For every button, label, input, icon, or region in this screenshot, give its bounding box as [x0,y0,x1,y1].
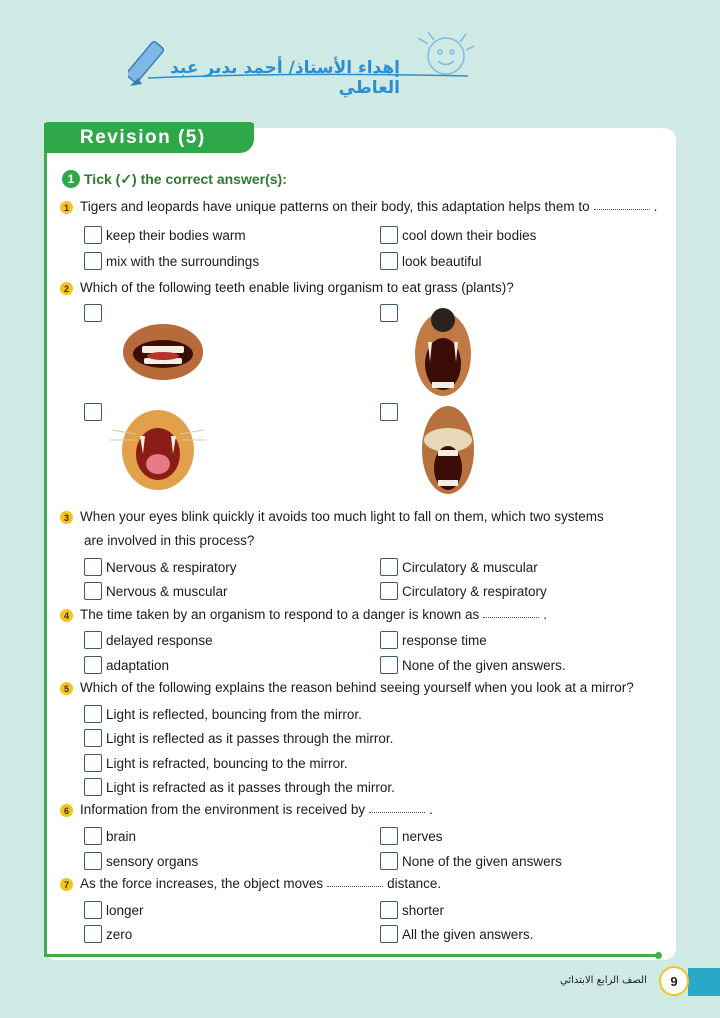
checkbox[interactable] [84,729,102,747]
checkbox[interactable] [380,925,398,943]
option[interactable] [380,558,538,576]
option-label: Light is refracted as it passes through the mirror. [106,779,395,795]
checkbox[interactable] [84,226,102,244]
option-label: Nervous & muscular [106,583,228,599]
option-label: All the given answers. [402,926,534,942]
card-corner-dot [655,952,662,959]
option[interactable] [380,852,562,870]
option[interactable] [84,729,393,747]
option[interactable] [84,656,169,674]
question-number: 5 [60,682,73,695]
checkbox[interactable] [380,226,398,244]
option[interactable] [380,582,547,600]
question-number: 4 [60,609,73,622]
question-text: Tigers and leopards have unique patterns on their body, this adaptation helps them to [80,199,590,214]
option-label: keep their bodies warm [106,227,246,243]
option-label: nerves [402,828,443,844]
checkbox-teeth-3[interactable] [84,403,102,421]
question-suffix: . [653,199,658,214]
card-bottom-border [44,954,660,957]
checkbox[interactable] [84,852,102,870]
question-7 [60,876,441,891]
question-number: 7 [60,878,73,891]
checkbox[interactable] [84,827,102,845]
option-label: zero [106,926,133,942]
option[interactable] [84,558,237,576]
option-label: Nervous & respiratory [106,559,237,575]
option[interactable] [380,226,536,244]
checkbox[interactable] [84,925,102,943]
flat-teeth-mouth-image [122,320,204,384]
blank [369,802,425,813]
option-label: look beautiful [402,253,482,269]
option[interactable] [84,827,136,845]
section-instruction [62,170,287,188]
option[interactable] [84,226,246,244]
smiley-sun-icon [418,32,474,74]
option[interactable] [380,631,487,649]
page-number: 9 [659,966,689,996]
option-label: None of the given answers. [402,657,566,673]
checkbox[interactable] [380,252,398,270]
checkbox[interactable] [380,827,398,845]
blank [327,876,383,887]
option[interactable] [84,754,348,772]
question-number: 1 [60,201,73,214]
question-suffix: . [543,607,547,622]
option[interactable] [380,827,443,845]
option-label: Circulatory & respiratory [402,583,547,599]
question-text: are involved in this process? [84,533,255,548]
question-text: Which of the following explains the reason behind seeing yourself when you look at a mirror? [80,680,634,695]
page-title: Revision (5) [44,123,254,153]
checkbox[interactable] [380,631,398,649]
checkbox[interactable] [84,705,102,723]
question-text: The time taken by an organism to respond to a danger is known as [80,607,480,622]
header-dedication: إهداء الأستاذ/ أحمد بدير عبد العاطي [170,58,400,98]
checkbox[interactable] [380,901,398,919]
option-label: Light is reflected as it passes through the mirror. [106,730,394,746]
option[interactable] [84,925,132,943]
option-label: None of the given answers [402,853,562,869]
option-label: sensory organs [106,853,199,869]
option-label: response time [402,632,487,648]
blank [483,607,539,618]
question-3 [60,509,604,524]
checkbox-teeth-1[interactable] [84,304,102,322]
option-label: shorter [402,902,445,918]
primate-mouth-image [420,404,476,496]
option[interactable] [380,925,533,943]
instruction-text: Tick (✓) the correct answer(s): [84,170,287,187]
question-5 [60,680,634,695]
option-label: longer [106,902,144,918]
option[interactable] [84,252,259,270]
option[interactable] [84,852,198,870]
checkbox-teeth-4[interactable] [380,403,398,421]
question-text: When your eyes blink quickly it avoids too much light to fall on them, which two systems [80,509,604,524]
option[interactable] [84,705,362,723]
card-left-border [44,140,47,956]
question-suffix: . [429,802,433,817]
checkbox[interactable] [84,778,102,796]
checkbox[interactable] [84,558,102,576]
checkbox[interactable] [84,252,102,270]
checkbox[interactable] [84,582,102,600]
question-text: Information from the environment is received by [80,802,366,817]
question-4 [60,607,547,622]
lion-fangs-mouth-image [108,406,208,492]
question-3-continued [84,533,254,548]
option-label: brain [106,828,137,844]
question-number: 3 [60,511,73,524]
checkbox[interactable] [380,656,398,674]
option[interactable] [380,901,444,919]
checkbox[interactable] [84,754,102,772]
question-1 [60,199,657,214]
checkbox[interactable] [380,582,398,600]
sharp-canine-mouth-image [412,306,474,398]
option-label: adaptation [106,657,170,673]
question-number: 6 [60,804,73,817]
blank [594,199,650,210]
option[interactable] [84,631,213,649]
question-suffix: distance. [387,876,442,891]
question-6 [60,802,433,817]
option[interactable] [84,778,395,796]
checkbox-teeth-2[interactable] [380,304,398,322]
option-label: Light is refracted, bouncing to the mirror. [106,755,348,771]
page-badge [688,968,720,996]
option[interactable] [380,252,482,270]
option[interactable] [84,901,144,919]
section-number: 1 [62,170,80,188]
checkbox[interactable] [84,901,102,919]
checkbox[interactable] [380,558,398,576]
question-text: Which of the following teeth enable living organism to eat grass (plants)? [80,280,514,295]
option-label: mix with the surroundings [106,253,260,269]
footer-grade: الصف الرابع الابتدائي [560,975,647,986]
checkbox[interactable] [84,656,102,674]
question-text: As the force increases, the object moves [80,876,324,891]
option-label: Light is reflected, bouncing from the mirror. [106,706,362,722]
checkbox[interactable] [380,852,398,870]
option-label: cool down their bodies [402,227,537,243]
option-label: Circulatory & muscular [402,559,538,575]
option[interactable] [380,656,566,674]
checkbox[interactable] [84,631,102,649]
question-2 [60,280,514,295]
question-number: 2 [60,282,73,295]
option[interactable] [84,582,228,600]
option-label: delayed response [106,632,213,648]
